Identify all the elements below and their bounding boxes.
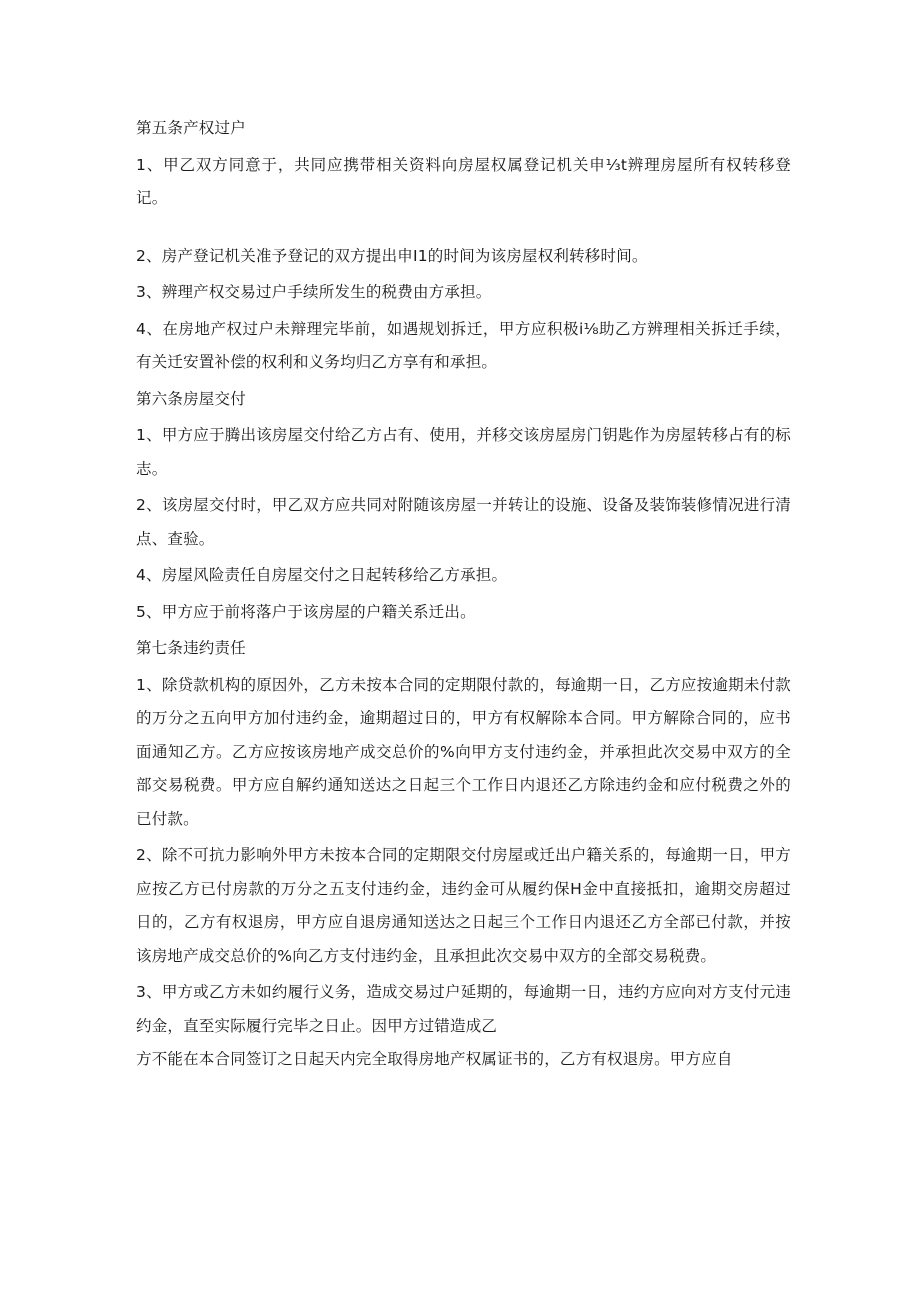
clause-6-5: 5、甲方应于前将落户于该房屋的户籍关系迁出。 bbox=[136, 602, 476, 621]
clause-7-1: 1、除贷款机构的原因外，乙方未按本合同的定期限付款的，每逾期一日，乙方应按逾期未付款的万分之五向甲方加付违约金，逾期超过日的，甲方有权解除本合同。甲方解除合同的，应书面通知乙方。乙方应按该房地产成交总价的%向甲方支付违约金，并承担此次交易中双方的全部交易税费。甲方应自解约通知送达之日起三个工作日内退还乙方除违约金和应付税费之外的已付款。 bbox=[136, 675, 791, 828]
section-heading-6: 第六条房屋交付 bbox=[136, 389, 246, 408]
clause-6-4: 4、房屋风险责任自房屋交付之日起转移给乙方承担。 bbox=[136, 566, 508, 584]
clause-7-3-continued: 方不能在本合同签订之日起天内完全取得房地产权属证书的，乙方有权退房。甲方应自 bbox=[136, 1050, 733, 1068]
document-body bbox=[136, 112, 791, 1080]
clause-6-2: 2、该房屋交付时，甲乙双方应共同对附随该房屋一并转让的设施、设备及装饰装修情况进行清点、查验。 bbox=[136, 496, 791, 548]
clause-7-2: 2、除不可抗力影响外甲方未按本合同的定期限交付房屋或迁出户籍关系的，每逾期一日，甲方应按乙方已付房款的万分之五支付违约金，违约金可从履约保H金中直接抵扣，逾期交房超过日的，乙方有权退房，甲方应自退房通知送达之日起三个工作日内退还乙方全部已付款，并按该房地产成交总价的%向乙方支付违约金，且承担此次交易中双方的全部交易税费。 bbox=[136, 846, 791, 965]
clause-5-2: 2、房产登记机关准予登记的双方提出申I1的时间为该房屋权利转移时间。 bbox=[136, 246, 648, 265]
section-heading-7: 第七条违约责任 bbox=[136, 639, 246, 657]
clause-5-4: 4、在房地产权过户未辩理完毕前，如遇规划拆迁，甲方应积极i⅛助乙方辨理相关拆迁手续，有关迁安置补偿的权利和义务均归乙方享有和承担。 bbox=[136, 319, 791, 371]
clause-6-1: 1、甲方应于腾出该房屋交付给乙方占有、使用，并移交该房屋房门钥匙作为房屋转移占有的标志。 bbox=[136, 426, 791, 478]
section-heading-5: 第五条产权过户 bbox=[136, 119, 246, 137]
clause-5-1: 1、甲乙双方同意于，共同应携带相关资料向房屋权属登记机关申⅓t辨理房屋所有权转移登记。 bbox=[136, 155, 791, 207]
clause-7-3: 3、甲方或乙方未如约履行义务，造成交易过户延期的，每逾期一日，违约方应向对方支付元违约金，直至实际履行完毕之日止。因甲方过错造成乙 bbox=[136, 983, 791, 1035]
clause-5-3: 3、辨理产权交易过户手续所发生的税费由方承担。 bbox=[136, 283, 492, 301]
